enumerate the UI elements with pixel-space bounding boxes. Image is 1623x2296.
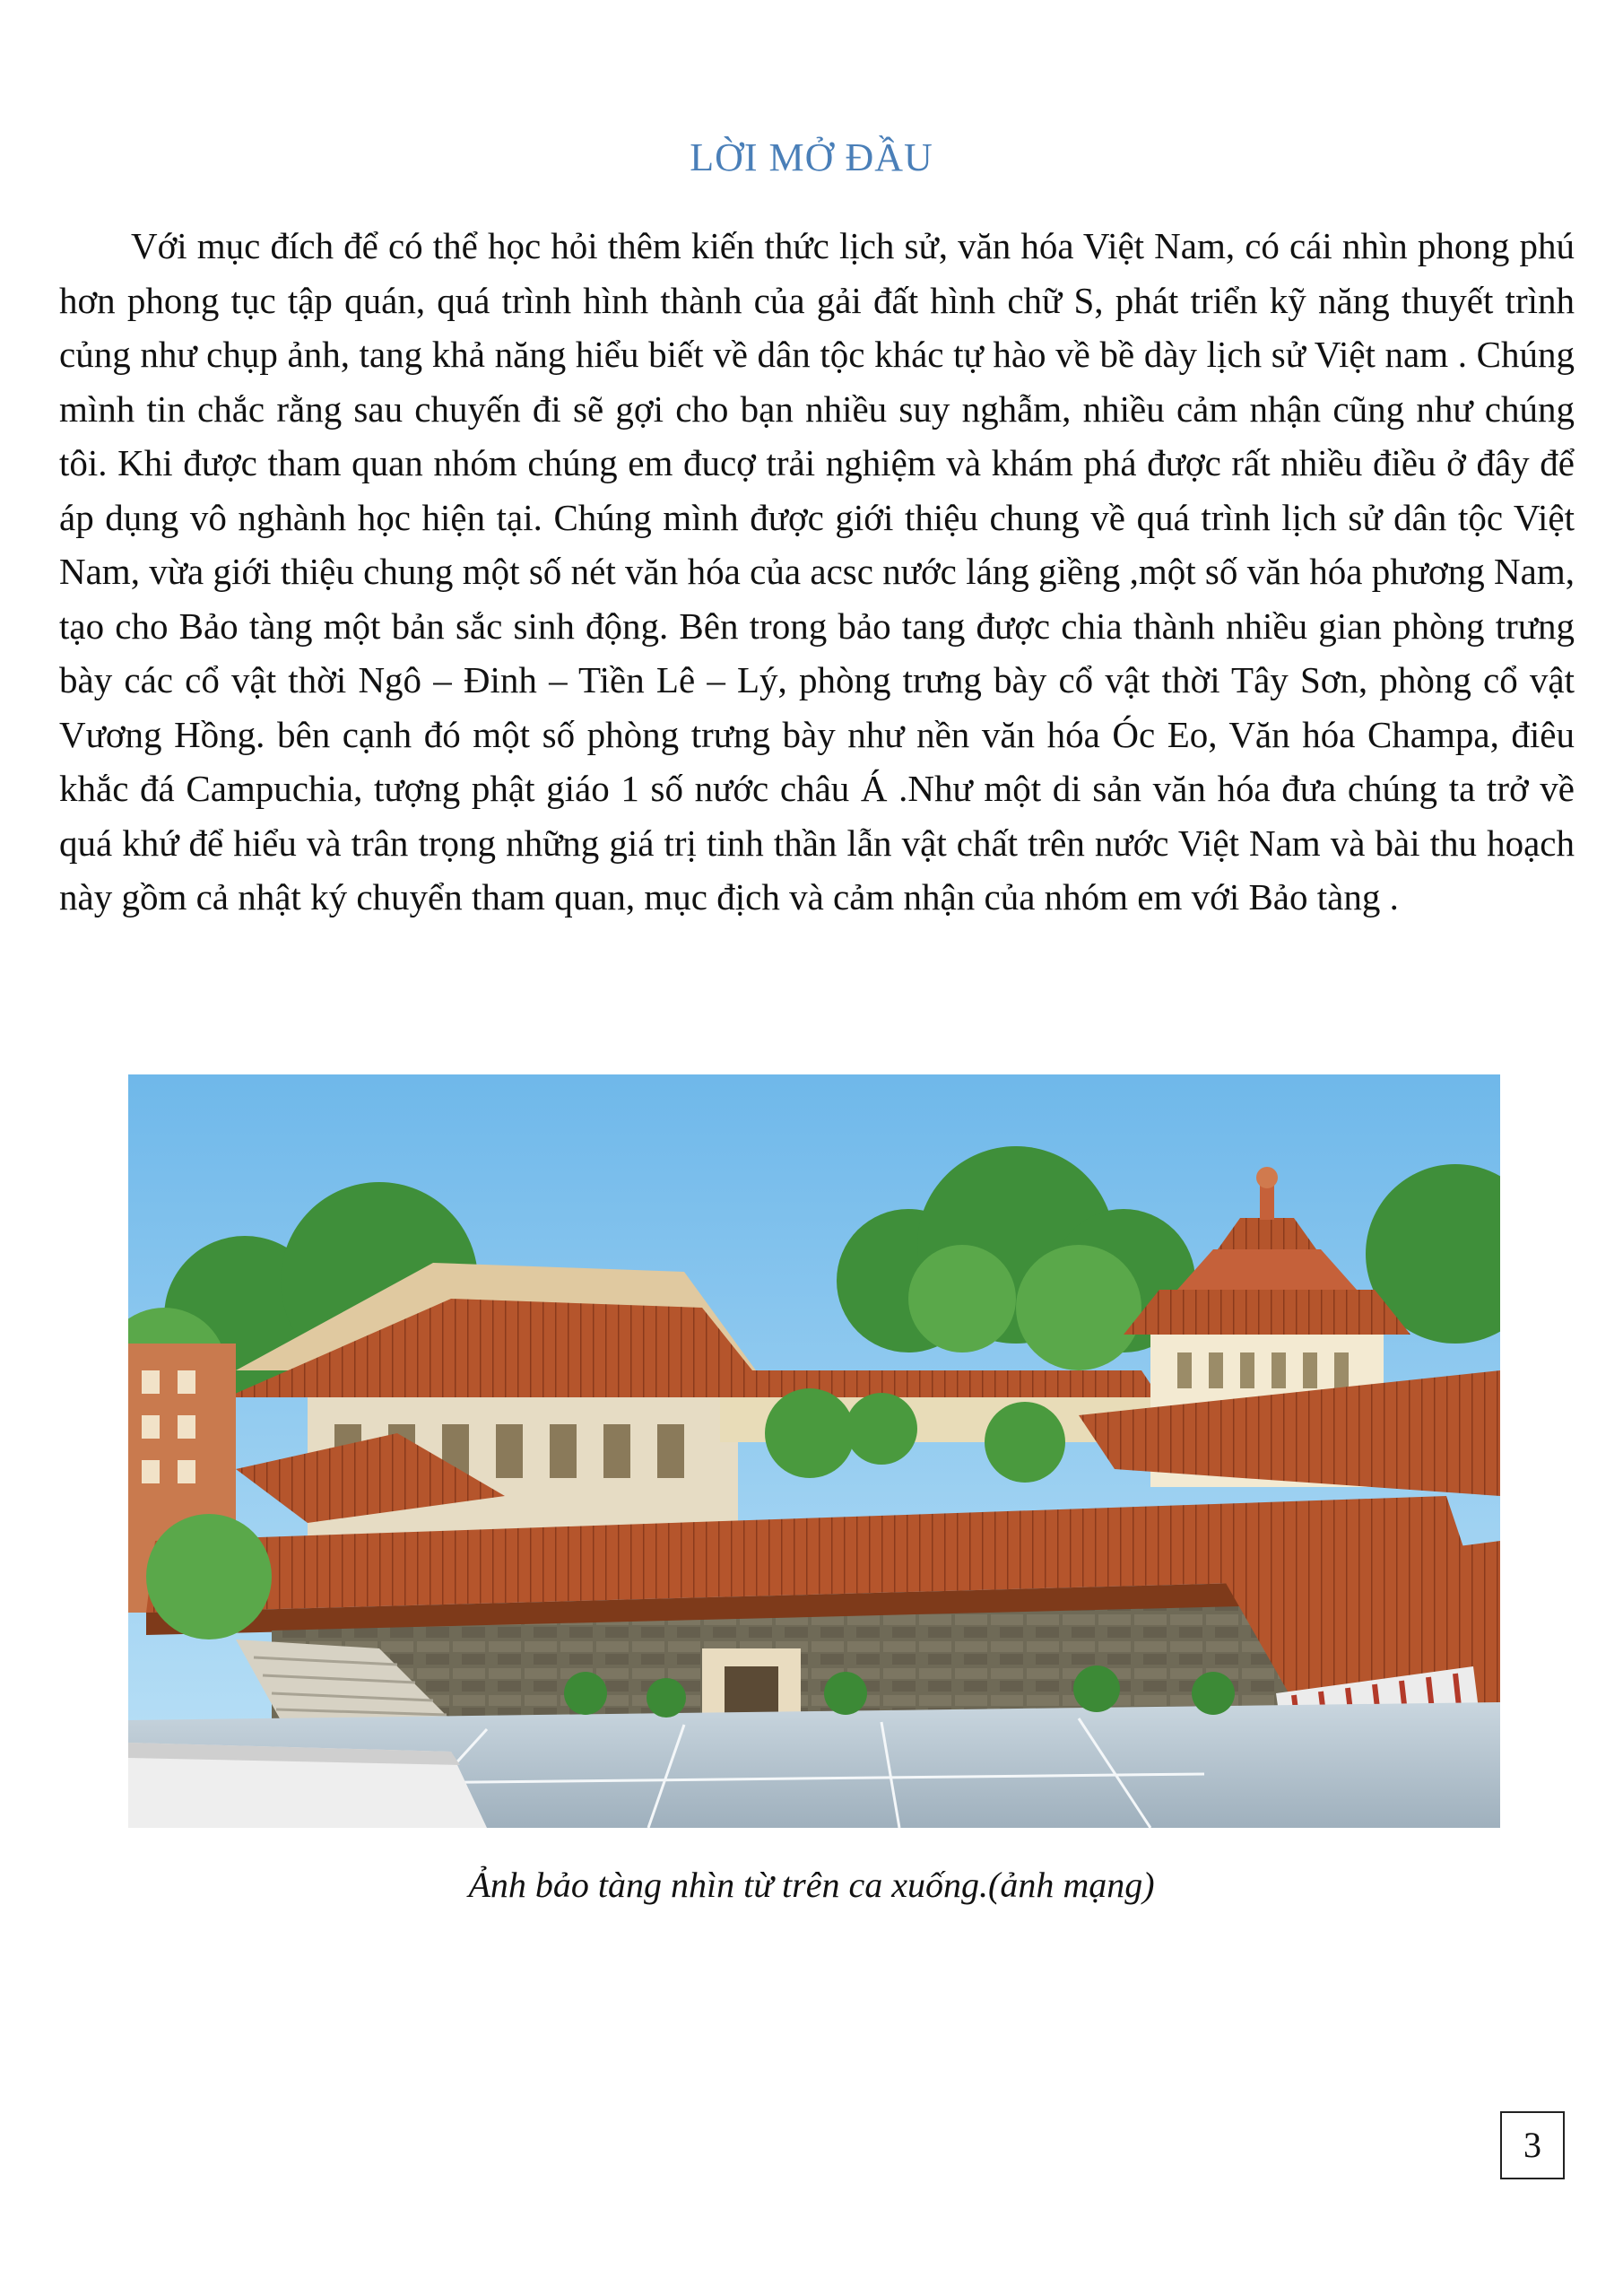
museum-courtyard-photo bbox=[128, 1074, 1500, 1828]
page-title: LỜI MỞ ĐẦU bbox=[690, 135, 933, 179]
photo-caption: Ảnh bảo tàng nhìn từ trên ca xuống.(ảnh mạng) bbox=[468, 1865, 1155, 1905]
intro-paragraph: Với mục đích để có thể học hỏi thêm kiến thức lịch sử, văn hóa Việt Nam, có cái nhìn phong phú hơn phong tục tập quán, quá trình hình thành của gải đất hình chữ S, phát triển kỹ năng thuyết trình củng như chụp ảnh, tang khả năng hiểu biết về dân tộc khác tự hào về bề dày lịch sử Việt nam . Chúng mình tin chắc rằng sau chuyến đi sẽ gợi cho bạn nhiều suy nghẫm, nhiều cảm nhận cũng như chúng tôi. Khi được tham quan nhóm chúng em đucợ trải nghiệm và khám phá được rất nhiều điều ở đây để áp dụng vô nghành học hiện tại. Chúng mình được giới thiệu chung về quá trình lịch sử dân tộc Việt Nam, vừa giới thiệu chung một số nét văn hóa của acsc nước láng giềng ,một số văn hóa phương Nam, tạo cho Bảo tàng một bản sắc sinh động. Bên trong bảo tang được chia thành nhiều gian phòng trưng bày các cổ vật thời Ngô – Đinh – Tiền Lê – Lý, phòng trưng bày cổ vật thời Tây Sơn, phòng cổ vật Vương Hồng. bên cạnh đó một số phòng trưng bày như nền văn hóa Óc Eo, Văn hóa Champa, điêu khắc đá Campuchia, tượng phật giáo 1 số nước châu Á .Như một di sản văn hóa đưa chúng ta trở về quá khứ để hiểu và trân trọng những giá trị tinh thần lẫn vật chất trên nước Việt Nam và bài thu hoạch này gồm cả nhật ký chuyển tham quan, mục địch và cảm nhận của nhóm em với Bảo tàng . bbox=[59, 225, 1575, 918]
page-number: 3 bbox=[1500, 2111, 1565, 2179]
